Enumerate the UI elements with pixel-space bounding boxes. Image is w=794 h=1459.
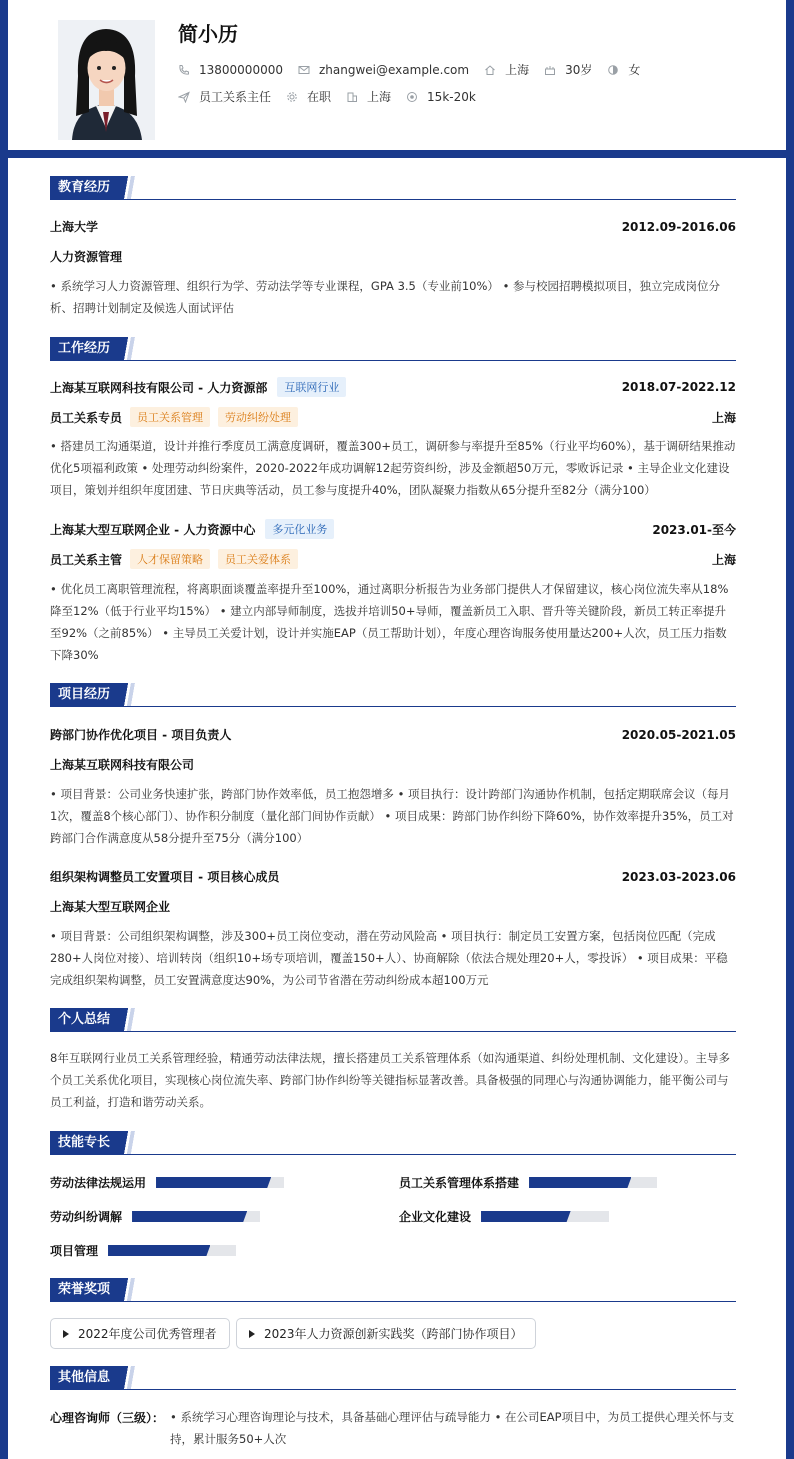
work-position-row: [50, 407, 736, 427]
section-title: 个人总结: [50, 1008, 121, 1031]
money-icon: [406, 91, 418, 103]
skill-name: 劳动法律法规运用: [50, 1176, 147, 1190]
location-text: 上海: [505, 63, 530, 77]
section-skills: [50, 1131, 736, 1155]
phone-icon: [178, 64, 190, 76]
project-company-row: [50, 756, 736, 773]
building-icon: [346, 91, 358, 103]
status-item: [286, 88, 331, 105]
project-desc: • 项目背景：公司业务快速扩张，跨部门协作效率低，员工抱怨增多 • 项目执行：设计跨部门沟通协作机制，包括定期联席会议（每月1次，覆盖8个核心部门）、协作积分制度（量化部门间协作贡献） • 项目成果：跨部门协作纠纷下降60%，协作效率提升35%，员工对跨部门合作满意度从58分提升至75分（满分100）: [50, 787, 734, 845]
skill-bar: [156, 1177, 284, 1188]
role-text: 员工关系主任: [199, 90, 272, 104]
skill-bar-fill: [156, 1177, 271, 1188]
skill-item: [399, 1208, 609, 1225]
certificate-desc: • 系统学习心理咨询理论与技术，具备基础心理评估与疏导能力 • 在公司EAP项目中，为员工提供心理关怀与支持，累计服务50+人次: [170, 1410, 735, 1446]
skill-bar-fill: [481, 1211, 571, 1222]
skill-name: 劳动纠纷调解: [50, 1210, 123, 1224]
mail-icon: [298, 64, 310, 76]
work-position-row: [50, 549, 736, 569]
work-header: [50, 377, 736, 397]
age-text: 30岁: [565, 63, 593, 77]
gender-item: [607, 61, 640, 78]
section-title: 项目经历: [50, 683, 121, 706]
education-major-row: [50, 248, 736, 265]
section-other: [50, 1366, 736, 1390]
section-title: 工作经历: [50, 337, 121, 360]
work-period: 2018.07-2022.12: [621, 380, 736, 394]
award-text: 2023年人力资源创新实践奖（跨部门协作项目）: [264, 1327, 523, 1341]
industry-tag: 多元化业务: [265, 519, 334, 539]
email-text: zhangwei@example.com: [318, 62, 470, 77]
skill-bar-fill: [529, 1177, 631, 1188]
award-item: [236, 1318, 536, 1349]
status-text: 在职: [307, 90, 332, 104]
salary-item: [406, 90, 476, 104]
education-header: [50, 218, 736, 235]
project-header: [50, 868, 736, 885]
section-projects: [50, 683, 736, 707]
section-awards: [50, 1278, 736, 1302]
award-text: 2022年度公司优秀管理者: [78, 1327, 217, 1341]
skill-name: 企业文化建设: [399, 1210, 472, 1224]
work-desc: • 搭建员工沟通渠道，设计并推行季度员工满意度调研，覆盖300+员工，调研参与率提升至85%（行业平均60%），基于调研结果推动优化5项福利政策 • 处理劳动纠纷案件，2020-2022年成功调解12起劳资纠纷，涉及金额超50万元，零败诉记录 • 主导企业文化建设项目，策划并组织年度团建、节日庆典等活动，员工参与度提升40%，团队凝聚力指数从65分提升至82分（满分100）: [50, 439, 736, 497]
project-title: 跨部门协作优化项目 - 项目负责人: [50, 728, 232, 742]
major: 人力资源管理: [50, 250, 123, 264]
skill-name: 项目管理: [50, 1244, 99, 1258]
phone-item: [178, 63, 283, 77]
position: 员工关系主管: [50, 552, 123, 567]
candidate-name: 简小历: [178, 22, 238, 46]
skill-item: [50, 1242, 236, 1259]
skill-tag: 员工关系管理: [130, 407, 210, 427]
skill-tag: 人才保留策略: [130, 549, 210, 569]
intention-row: [178, 88, 491, 105]
education-desc: • 系统学习人力资源管理、组织行为学、劳动法学等专业课程，GPA 3.5（专业前10%） • 参与校园招聘模拟项目，独立完成岗位分析、招聘计划制定及候选人面试评估: [50, 279, 721, 315]
role-item: [178, 88, 271, 105]
gender-text: 女: [628, 63, 641, 77]
project-company-row: [50, 898, 736, 915]
work-header: [50, 519, 736, 539]
project-company: 上海某互联网科技有限公司: [50, 758, 195, 772]
work-city: 上海: [711, 410, 736, 425]
salary-text: 15k-20k: [427, 89, 476, 104]
gender-icon: [607, 64, 619, 76]
skill-bar-fill: [108, 1245, 210, 1256]
triangle-icon: [249, 1330, 255, 1338]
skill-item: [50, 1208, 260, 1225]
project-title: 组织架构调整员工安置项目 - 项目核心成员: [50, 870, 280, 884]
age-item: [544, 61, 592, 78]
send-icon: [178, 91, 190, 103]
resume-header: [0, 0, 794, 158]
avatar: [58, 20, 155, 140]
skill-tag: 员工关爱体系: [218, 549, 298, 569]
company-name: 上海某大型互联网企业 - 人力资源中心: [50, 522, 256, 537]
position: 员工关系专员: [50, 410, 123, 425]
company-name: 上海某互联网科技有限公司 - 人力资源部: [50, 380, 268, 395]
summary-text: 8年互联网行业员工关系管理经验，精通劳动法律法规，擅长搭建员工关系管理体系（如沟通渠道、纠纷处理机制、文化建设）。主导多个员工关系优化项目，实现核心岗位流失率、跨部门协作纠纷等关键指标显著改善。具备极强的同理心与沟通协调能力，能平衡公司与员工利益，打造和谐劳动关系。: [50, 1051, 731, 1109]
work-period: 2023.01-至今: [652, 522, 736, 537]
skill-name: 员工关系管理体系搭建: [399, 1176, 520, 1190]
section-title: 其他信息: [50, 1366, 121, 1389]
award-item: [50, 1318, 230, 1349]
location-item: [484, 61, 529, 78]
section-title: 荣誉奖项: [50, 1278, 121, 1301]
section-work: [50, 337, 736, 361]
contact-row: [178, 61, 655, 78]
work-desc: • 优化员工离职管理流程，将离职面谈覆盖率提升至100%，通过离职分析报告为业务部门提供人才保留建议，核心岗位流失率从18%降至12%（低于行业平均15%） • 建立内部导师制度，选拔并培训50+导师，覆盖新员工入职、晋升等关键阶段，新员工转正率提升至92%（之前85%） • 主导员工关爱计划，设计并实施EAP（员工帮助计划），年度心理咨询服务使用量达200+人次，员工压力指数下降30%: [50, 582, 729, 662]
skill-item: [50, 1174, 284, 1191]
section-title: 教育经历: [50, 176, 121, 199]
project-desc: • 项目背景：公司组织架构调整，涉及300+员工岗位变动，潜在劳动风险高 • 项目执行：制定员工安置方案，包括岗位匹配（完成280+人岗位对接）、培训转岗（组织10+场专项培训，覆盖150+人）、协商解除（依法合规处理20+人，零投诉） • 项目成果：平稳完成组织架构调整，员工安置满意度达90%，为公司节省潜在劳动纠纷成本超100万元: [50, 929, 728, 987]
age-icon: [544, 64, 556, 76]
home-icon: [484, 64, 496, 76]
phone-text: 13800000000: [199, 62, 283, 77]
skill-tag: 劳动纠纷处理: [218, 407, 298, 427]
city-item: [346, 88, 391, 105]
triangle-icon: [63, 1330, 69, 1338]
certificate-label: 心理咨询师（三级）：: [50, 1411, 165, 1425]
skill-bar: [481, 1211, 609, 1222]
project-company: 上海某大型互联网企业: [50, 900, 171, 914]
industry-tag: 互联网行业: [277, 377, 346, 397]
skill-bar: [132, 1211, 260, 1222]
project-period: 2023.03-2023.06: [621, 869, 736, 884]
section-summary: [50, 1008, 736, 1032]
skill-bar-fill: [132, 1211, 247, 1222]
gear-icon: [286, 91, 298, 103]
skill-bar: [108, 1245, 236, 1256]
project-header: [50, 726, 736, 743]
skill-item: [399, 1174, 657, 1191]
skill-bar: [529, 1177, 657, 1188]
city-text: 上海: [367, 90, 392, 104]
project-period: 2020.05-2021.05: [621, 727, 736, 742]
school-name: 上海大学: [50, 220, 99, 234]
email-item: [298, 63, 469, 77]
work-city: 上海: [711, 552, 736, 567]
education-period: 2012.09-2016.06: [621, 219, 736, 234]
section-title: 技能专长: [50, 1131, 121, 1154]
section-education: [50, 176, 736, 200]
